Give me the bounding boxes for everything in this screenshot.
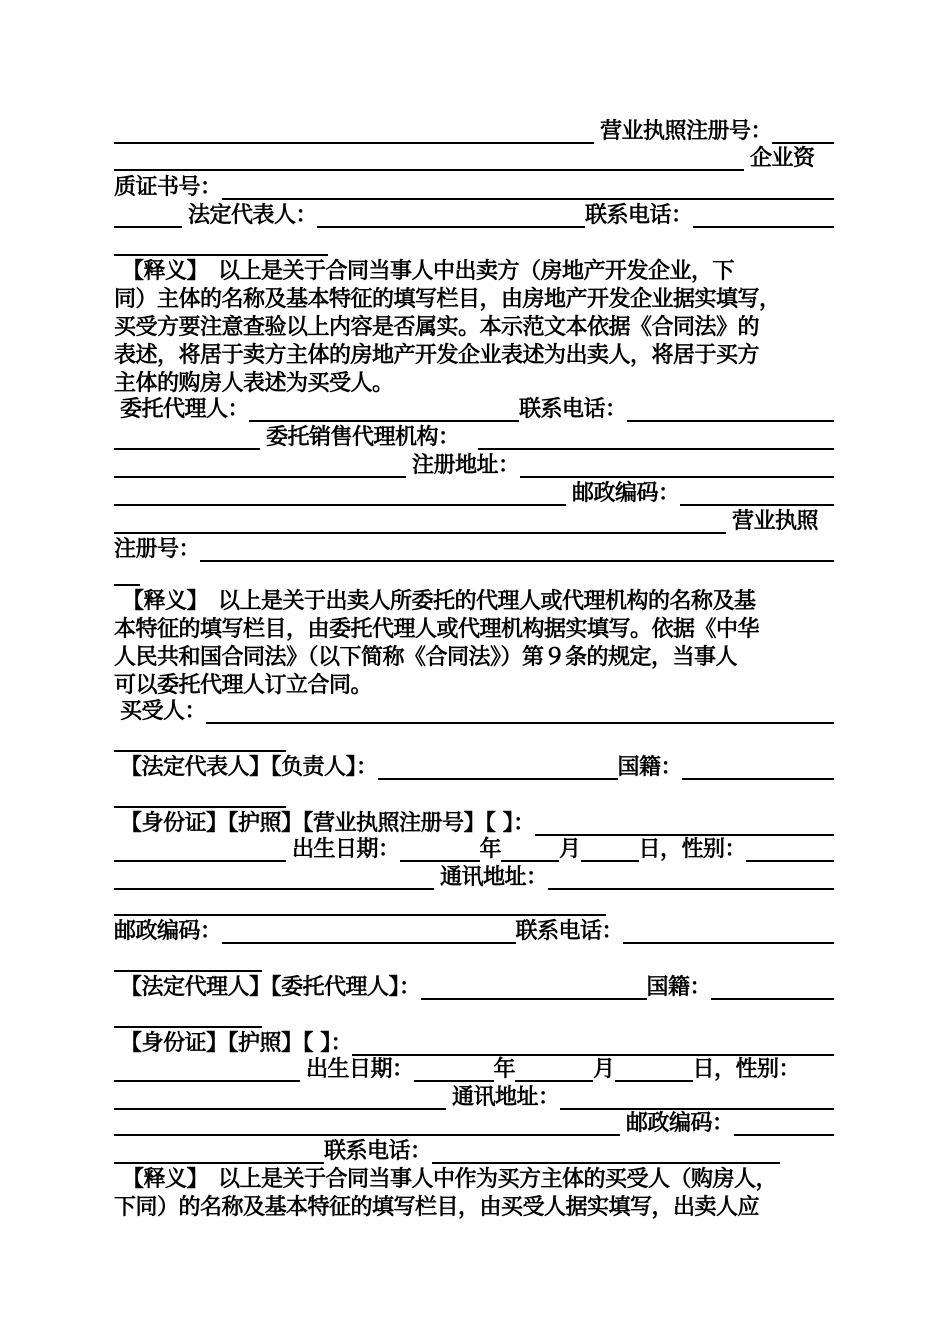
blank-field[interactable] <box>535 810 834 836</box>
note3-line-2 <box>114 1192 834 1220</box>
blank-field[interactable] <box>114 1084 446 1110</box>
note1-text: 同）主体的名称及基本特征的填写栏目，由房地产开发企业据实填写， <box>114 287 781 312</box>
blank-field[interactable] <box>772 118 834 144</box>
buyer-agent-address-row <box>114 1082 834 1110</box>
day-gender-label: 日，性别： <box>692 1057 801 1082</box>
blank-field[interactable] <box>114 145 744 171</box>
license-label-b: 注册号： <box>114 537 201 562</box>
blank-field[interactable] <box>114 230 328 256</box>
blank-row <box>114 888 834 916</box>
buyer-row <box>114 696 834 724</box>
blank-row <box>114 1000 834 1028</box>
blank-field[interactable] <box>478 424 834 450</box>
note1-text: 表述，将居于卖方主体的房地产开发企业表述为出卖人，将居于买方 <box>114 343 760 368</box>
qualification-row-b <box>114 172 834 200</box>
business-license-row <box>114 116 834 144</box>
day-gender-label: 日，性别： <box>638 837 747 862</box>
phone-label: 联系电话： <box>515 919 624 944</box>
agent-row <box>114 394 834 422</box>
note2-line-3 <box>114 642 834 670</box>
blank-field[interactable] <box>114 118 594 144</box>
blank-field[interactable] <box>421 974 647 1000</box>
note1-line-5 <box>114 368 834 396</box>
buyer-agent-postcode-row <box>114 1108 834 1136</box>
blank-field[interactable] <box>317 202 585 228</box>
qualification-label-b: 质证书号： <box>114 175 222 200</box>
agent-label: 委托代理人： <box>120 397 250 422</box>
note2-text: 可以委托代理人订立合同。 <box>114 673 373 698</box>
birth-label: 出生日期： <box>306 1057 414 1082</box>
day-field[interactable] <box>581 836 639 862</box>
month-field[interactable] <box>501 836 559 862</box>
buyer-agent-phone-row <box>114 1136 834 1164</box>
note2-line-2 <box>114 614 834 642</box>
blank-field[interactable] <box>114 508 726 534</box>
blank-field[interactable] <box>114 202 182 228</box>
agency-row <box>114 422 834 450</box>
address-label: 通讯地址： <box>452 1085 560 1110</box>
phone-label: 联系电话： <box>324 1139 432 1164</box>
note2-line-4 <box>114 670 834 698</box>
qualification-label-a: 企业资 <box>750 146 815 171</box>
buyer-postcode-row <box>114 916 834 944</box>
note1-text: 主体的购房人表述为买受人。 <box>114 371 394 396</box>
phone-label: 联系电话： <box>519 397 627 422</box>
note2-text: 人民共和国合同法》（以下简称《合同法》）第９条的规定，当事人 <box>114 645 738 670</box>
blank-field[interactable] <box>114 726 286 752</box>
legal-rep-row <box>114 200 834 228</box>
year-field[interactable] <box>400 836 480 862</box>
qualification-row-a <box>114 143 834 171</box>
note3-tag: 【释义】 <box>122 1167 209 1192</box>
blank-field[interactable] <box>114 864 434 890</box>
blank-field[interactable] <box>114 1056 300 1082</box>
note1-line-4 <box>114 340 834 368</box>
birth-label: 出生日期： <box>292 837 400 862</box>
blank-field[interactable] <box>520 452 834 478</box>
blank-field[interactable] <box>114 480 566 506</box>
blank-field[interactable] <box>249 396 519 422</box>
postcode-label: 邮政编码： <box>114 919 222 944</box>
blank-field[interactable] <box>680 480 834 506</box>
legal-rep-label: 法定代表人： <box>188 203 318 228</box>
blank-row <box>114 780 834 808</box>
blank-field[interactable] <box>560 1084 834 1110</box>
blank-field[interactable] <box>222 918 516 944</box>
blank-row <box>114 944 834 972</box>
note1-line-2 <box>114 284 834 312</box>
buyer-legal-rep-row <box>114 752 834 780</box>
business-license-label: 营业执照注册号： <box>600 119 773 144</box>
note2-tag: 【释义】 <box>122 589 209 614</box>
blank-field[interactable] <box>432 1138 780 1164</box>
buyer-agent-id-row <box>114 1028 834 1056</box>
blank-field[interactable] <box>711 974 834 1000</box>
buyer-agent-id-label: 【身份证】【护照】【 】： <box>120 1031 353 1056</box>
blank-row <box>114 724 834 752</box>
blank-row <box>114 558 834 586</box>
blank-field[interactable] <box>114 1138 324 1164</box>
blank-field[interactable] <box>693 202 834 228</box>
blank-field[interactable] <box>114 424 260 450</box>
note2-text: 以上是关于出卖人所委托的代理人或代理机构的名称及基 <box>218 589 756 614</box>
buyer-agent-row <box>114 972 834 1000</box>
blank-field[interactable] <box>114 452 406 478</box>
blank-field[interactable] <box>627 396 834 422</box>
buyer-id-label: 【身份证】【护照】【营业执照注册号】【 】： <box>120 811 535 836</box>
phone-label: 联系电话： <box>585 203 693 228</box>
blank-field[interactable] <box>114 782 286 808</box>
year-label: 年 <box>493 1057 516 1082</box>
blank-field[interactable] <box>734 1110 834 1136</box>
blank-field[interactable] <box>114 560 140 586</box>
blank-field[interactable] <box>114 1110 620 1136</box>
buyer-id-row <box>114 808 834 836</box>
year-label: 年 <box>479 837 502 862</box>
blank-field[interactable] <box>114 836 286 862</box>
note1-line-3 <box>114 312 834 340</box>
blank-field[interactable] <box>352 1030 834 1056</box>
month-field[interactable] <box>515 1056 593 1082</box>
note3-text: 下同）的名称及基本特征的填写栏目，由买受人据实填写，出卖人应 <box>114 1195 760 1220</box>
month-label: 月 <box>593 1057 615 1082</box>
license-label-a: 营业执照 <box>732 509 819 534</box>
note3-text: 以上是关于合同当事人中作为买方主体的买受人（购房人， <box>218 1167 778 1192</box>
address-label: 通讯地址： <box>440 865 548 890</box>
blank-field[interactable] <box>682 754 834 780</box>
postcode-row <box>114 478 834 506</box>
gender-field[interactable] <box>746 836 834 862</box>
address-label: 注册地址： <box>412 453 520 478</box>
blank-field[interactable] <box>206 698 834 724</box>
license-row-a <box>114 506 834 534</box>
blank-row <box>114 228 834 256</box>
blank-field[interactable] <box>378 754 618 780</box>
year-field[interactable] <box>414 1056 494 1082</box>
blank-field[interactable] <box>114 946 262 972</box>
agency-label: 委托销售代理机构： <box>266 425 460 450</box>
note1-text: 买受方要注意查验以上内容是否属实。本示范文本依据《合同法》的 <box>114 315 760 340</box>
blank-field[interactable] <box>114 890 606 916</box>
buyer-label: 买受人： <box>120 699 207 724</box>
note1-text: 以上是关于合同当事人中出卖方（房地产开发企业，下 <box>218 259 735 284</box>
postcode-label: 邮政编码： <box>572 481 680 506</box>
nationality-label: 国籍： <box>646 975 712 1000</box>
note2-text: 本特征的填写栏目，由委托代理人或代理机构据实填写。依据《中华 <box>114 617 760 642</box>
day-field[interactable] <box>615 1056 693 1082</box>
note3-line-1 <box>114 1164 834 1192</box>
buyer-legal-rep-label: 【法定代表人】【负责人】： <box>120 755 378 780</box>
blank-field[interactable] <box>623 918 834 944</box>
note1-line-1 <box>114 256 834 284</box>
buyer-agent-label: 【法定代理人】【委托代理人】： <box>120 975 421 1000</box>
buyer-birth-row <box>114 834 834 862</box>
blank-field[interactable] <box>114 1002 262 1028</box>
buyer-agent-birth-row <box>114 1054 834 1082</box>
note2-line-1 <box>114 586 834 614</box>
blank-field[interactable] <box>548 864 834 890</box>
address-row <box>114 450 834 478</box>
month-label: 月 <box>559 837 581 862</box>
postcode-label: 邮政编码： <box>626 1111 734 1136</box>
note1-tag: 【释义】 <box>122 259 209 284</box>
buyer-address-row <box>114 862 834 890</box>
blank-field[interactable] <box>222 174 834 200</box>
nationality-label: 国籍： <box>617 755 683 780</box>
